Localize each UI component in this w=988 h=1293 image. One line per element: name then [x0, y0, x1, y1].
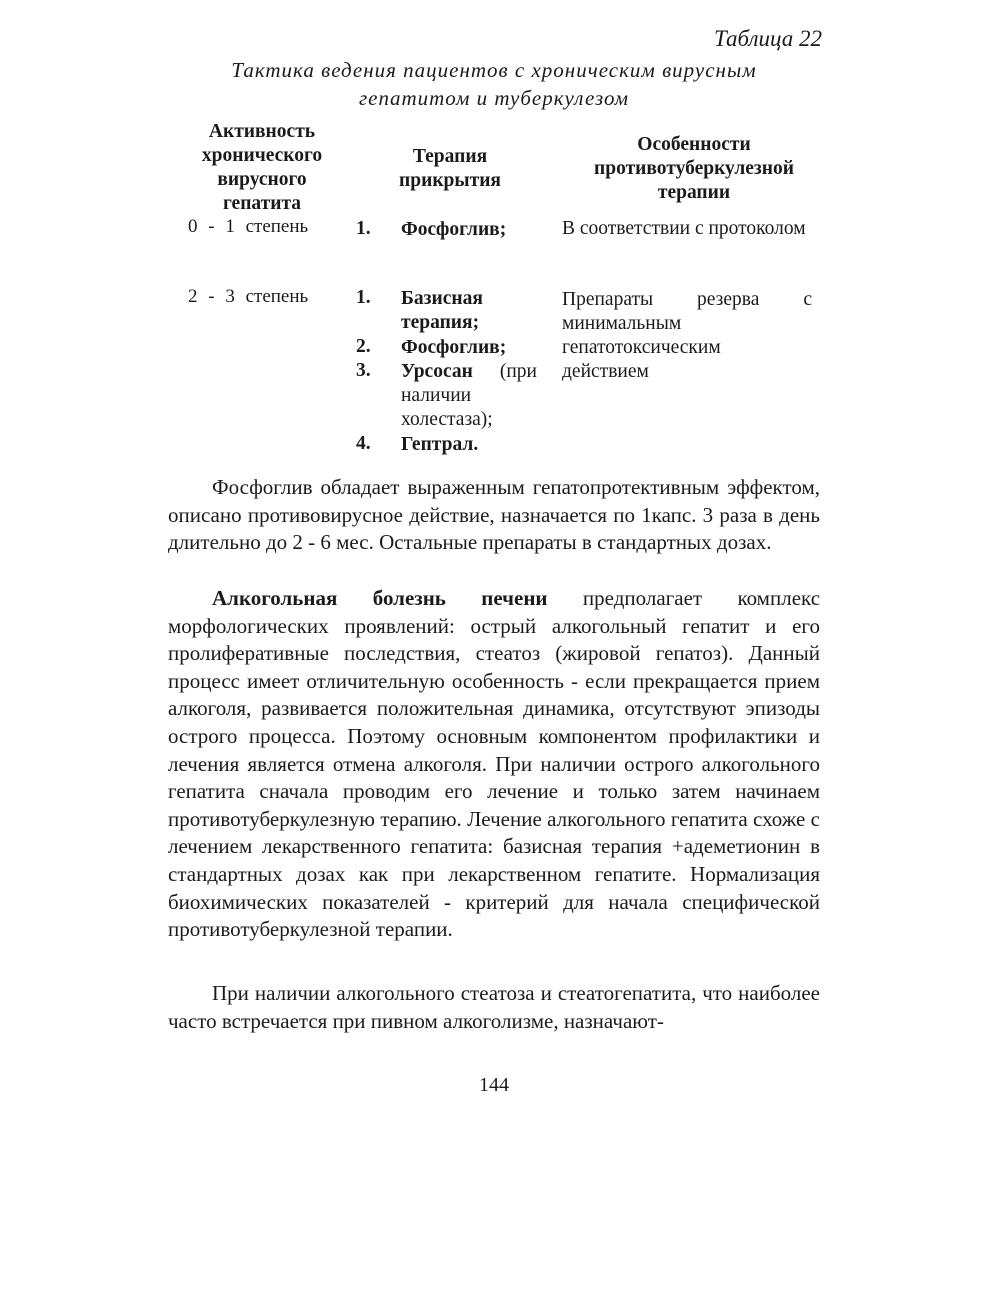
paragraph	[168, 980, 820, 1035]
row-degree: 0 - 1 степень	[188, 216, 309, 237]
therapy-number: 2.	[356, 336, 371, 357]
header-activity	[178, 120, 346, 216]
table-title-line: гепатитом и туберкулезом	[358, 86, 630, 110]
header-line: вирусного	[217, 169, 307, 190]
row-features: В соответствии с протоколом	[562, 218, 806, 239]
therapy-item	[401, 218, 537, 242]
therapy-item	[401, 336, 537, 360]
therapy-name: Фосфоглив;	[401, 337, 507, 358]
header-line: гепатита	[222, 193, 302, 214]
header-line: Терапия	[412, 146, 488, 167]
page-number: 144	[479, 1074, 509, 1096]
therapy-item	[401, 433, 537, 457]
therapy-name: Урсосан	[401, 361, 473, 382]
header-line: хронического	[201, 145, 323, 166]
therapy-number: 4.	[356, 433, 371, 454]
paragraph-text: предполагает комплекс морфологических проявлений: острый алкогольный гепатит и его пролиферативные последствия, стеатоз (жировой гепатоз). Данный процесс имеет отличительную особенность - если прекращается прием алкоголя, развивается положительная динамика, отсутствуют эпизоды острого процесса. Поэтому основным компонентом профилактики и лечения является отмена алкоголя. При наличии острого алкогольного гепатита сначала проводим его лечение и только затем начинаем противотуберкулезную терапию. Лечение алкогольного гепатита схоже с лечением лекарственного гепатита: базисная терапия +адеметионин в стандартных дозах как при лекарственном гепатите. Нормализация биохимических показателей - критерий для начала специфической противотуберкулезной терапии.	[168, 586, 821, 942]
therapy-name: Базисная терапия;	[401, 288, 483, 333]
paragraph	[168, 585, 820, 944]
therapy-number: 3.	[356, 360, 371, 381]
therapy-number: 1.	[356, 218, 371, 239]
paragraph-term: Алкогольная болезнь печени	[212, 586, 548, 610]
header-line: противотуберкулезной	[594, 158, 794, 179]
header-line: терапии	[657, 182, 731, 203]
table-title-line: Тактика ведения пациентов с хроническим вирусным	[231, 58, 757, 82]
therapy-number: 1.	[356, 287, 371, 308]
therapy-name: Фосфоглив;	[401, 219, 507, 240]
paragraph	[168, 474, 820, 557]
therapy-note: (при наличии холестаза);	[401, 361, 537, 430]
paragraph-text: При наличии алкогольного стеатоза и стеатогепатита, что наиболее часто встречается при пивном алкоголизме, назначают-	[168, 981, 820, 1033]
header-line: прикрытия	[399, 170, 501, 191]
header-therapy	[370, 145, 530, 193]
therapy-item	[401, 360, 537, 432]
header-features	[560, 133, 828, 205]
header-line: Активность	[208, 121, 316, 142]
paragraph-text: Фосфоглив обладает выраженным гепатопротективным эффектом, описано противовирусное действие, назначается по 1капс. 3 раза в день длительно до 2 - 6 мес. Остальные препараты в стандартных дозах.	[168, 475, 820, 555]
table-label: Таблица 22	[713, 26, 822, 51]
table-title	[166, 56, 822, 112]
header-line: Особенности	[637, 134, 751, 155]
therapy-item	[401, 287, 537, 335]
row-features: Препараты резерва с минимальным гепатотоксическим действием	[562, 289, 812, 382]
row-degree: 2 - 3 степень	[188, 286, 309, 307]
therapy-name: Гептрал.	[401, 434, 479, 455]
